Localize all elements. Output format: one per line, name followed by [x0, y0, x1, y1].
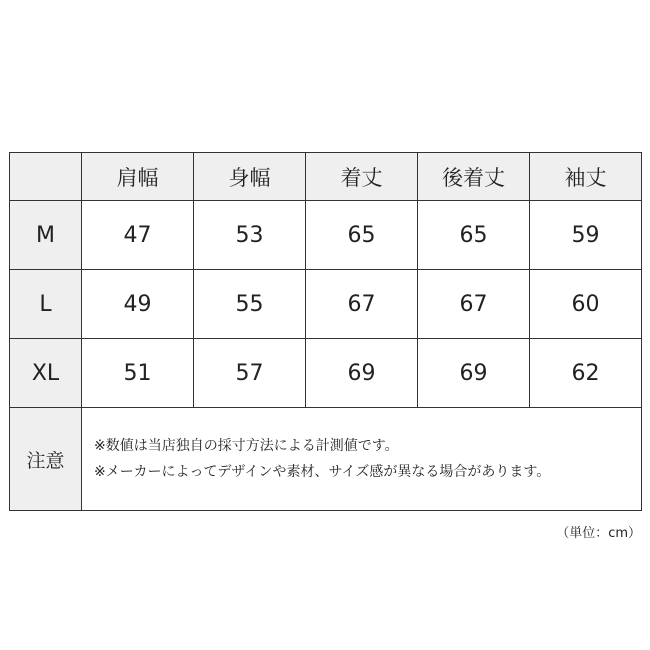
table-cell: 60	[530, 270, 642, 339]
table-cell: 57	[194, 339, 306, 408]
table-row	[10, 270, 642, 339]
header-row	[10, 153, 642, 201]
table-cell: 47	[82, 201, 194, 270]
header-corner	[10, 153, 82, 201]
table-row	[10, 201, 642, 270]
note-body	[82, 408, 642, 511]
table-cell: 55	[194, 270, 306, 339]
size-label: L	[10, 270, 82, 339]
table-cell: 69	[418, 339, 530, 408]
header-length: 着丈	[306, 153, 418, 201]
table-cell: 53	[194, 201, 306, 270]
header-back-length: 後着丈	[418, 153, 530, 201]
note-line: ※数値は当店独自の採寸方法による計測値です。	[94, 438, 399, 454]
table-cell: 65	[418, 201, 530, 270]
table-cell: 65	[306, 201, 418, 270]
size-label: M	[10, 201, 82, 270]
size-label: XL	[10, 339, 82, 408]
table-cell: 62	[530, 339, 642, 408]
table-cell: 49	[82, 270, 194, 339]
size-chart-table	[9, 152, 642, 511]
note-label: 注意	[10, 408, 82, 511]
table-row	[10, 339, 642, 408]
header-shoulder-width: 肩幅	[82, 153, 194, 201]
header-sleeve-length: 袖丈	[530, 153, 642, 201]
table-cell: 69	[306, 339, 418, 408]
table-cell: 59	[530, 201, 642, 270]
unit-label: （単位：cm）	[556, 526, 641, 541]
header-body-width: 身幅	[194, 153, 306, 201]
table-cell: 67	[418, 270, 530, 339]
table-cell: 51	[82, 339, 194, 408]
table-cell: 67	[306, 270, 418, 339]
note-row	[10, 408, 642, 511]
note-line: ※メーカーによってデザインや素材、サイズ感が異なる場合があります。	[94, 464, 551, 480]
